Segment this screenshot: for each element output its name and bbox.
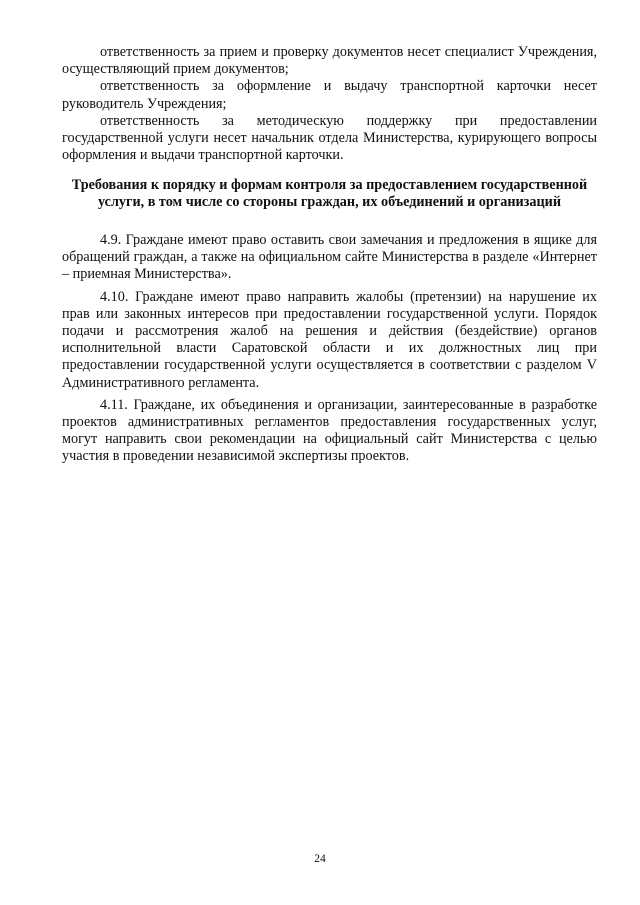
clause-4-9: 4.9. Граждане имеют право оставить свои замечания и предложения в ящике для обращений граждан, а также на официальном сайте Министерства в разделе «Интернет – приемная Министерства». (62, 232, 597, 283)
responsibility-paragraph-intake: ответственность за прием и проверку документов несет специалист Учреждения, осуществляющий прием документов; (62, 44, 597, 78)
section-heading: Требования к порядку и формам контроля за предоставлением государственной услуги, в том числе со стороны граждан, их объединений и организаций (71, 177, 588, 211)
clause-4-10: 4.10. Граждане имеют право направить жалобы (претензии) на нарушение их прав или законных интересов при предоставлении государственной услуги. Порядок подачи и рассмотрения жалоб на решения и действия (бездействие) органов исполнительной власти Саратовской области и их должностных лиц при предоставлении государственной услуги осуществляется в соответствии с разделом V Административного регламента. (62, 288, 597, 391)
responsibility-list (62, 44, 597, 164)
clauses-section (62, 232, 597, 466)
responsibility-paragraph-issuance: ответственность за оформление и выдачу транспортной карточки несет руководитель Учреждения; (62, 78, 597, 112)
responsibility-paragraph-methodology: ответственность за методическую поддержку при предоставлении государственной услуги несет начальник отдела Министерства, курирующего вопросы оформления и выдачи транспортной карточки. (62, 112, 597, 164)
clause-4-11: 4.11. Граждане, их объединения и организации, заинтересованные в разработке проектов административных регламентов предоставления государственных услуг, могут направить свои рекомендации на официальный сайт Министерства с целью участия в проведении независимой экспертизы проектов. (62, 396, 597, 465)
page-number: 24 (314, 853, 326, 865)
